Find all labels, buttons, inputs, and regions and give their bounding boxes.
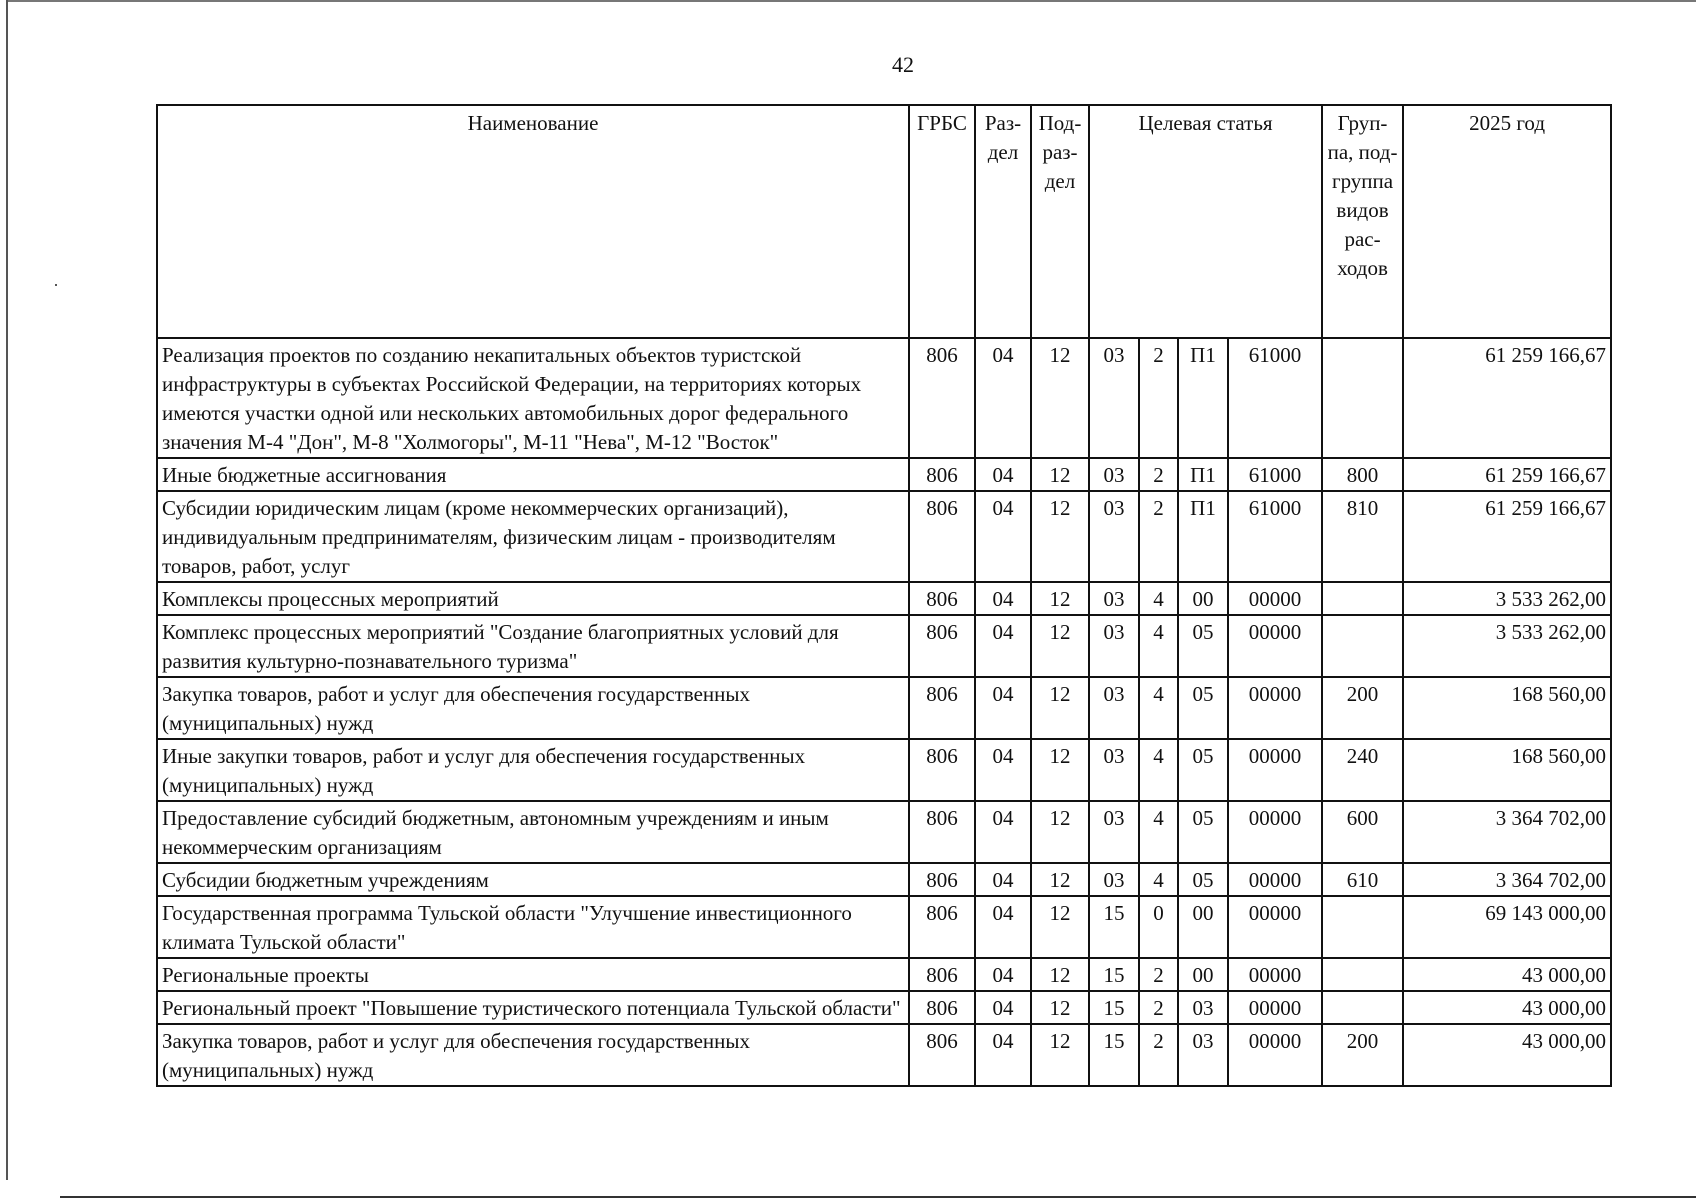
cell-target-direction: 00000	[1228, 1024, 1322, 1086]
cell-name: Реализация проектов по созданию некапитальных объектов туристской инфраструктуры в субъектах Российской Федерации, на территориях которых имеются участки одной или нескольких автомобильных дорог федерального значения М-4 "Дон", М-8 "Холмогоры", М-11 "Нева", М-12 "Восток"	[157, 338, 909, 458]
cell-target-direction: 61000	[1228, 458, 1322, 491]
cell-name: Государственная программа Тульской области "Улучшение инвестиционного климата Тульской области"	[157, 896, 909, 958]
table-row	[157, 991, 1611, 1024]
cell-amount-2025: 61 259 166,67	[1403, 338, 1611, 458]
cell-expense-group: 200	[1322, 677, 1403, 739]
table-row	[157, 863, 1611, 896]
cell-target-program: 15	[1089, 896, 1139, 958]
cell-expense-group	[1322, 582, 1403, 615]
cell-target-type: 4	[1139, 615, 1178, 677]
cell-target-structure: 00	[1178, 582, 1228, 615]
header-year-2025: 2025 год	[1403, 105, 1611, 338]
cell-razdel: 04	[975, 958, 1031, 991]
cell-target-structure: П1	[1178, 491, 1228, 582]
cell-razdel: 04	[975, 677, 1031, 739]
cell-target-direction: 00000	[1228, 863, 1322, 896]
cell-name: Закупка товаров, работ и услуг для обеспечения государственных (муниципальных) нужд	[157, 677, 909, 739]
cell-podrazdel: 12	[1031, 677, 1089, 739]
cell-name: Предоставление субсидий бюджетным, автономным учреждениям и иным некоммерческим организациям	[157, 801, 909, 863]
cell-target-structure: 05	[1178, 801, 1228, 863]
cell-target-program: 03	[1089, 338, 1139, 458]
header-expense-group: Груп- па, под- группа видов рас- ходов	[1322, 105, 1403, 338]
cell-grbs: 806	[909, 491, 975, 582]
table-row	[157, 801, 1611, 863]
cell-target-structure: 00	[1178, 896, 1228, 958]
cell-expense-group: 610	[1322, 863, 1403, 896]
cell-name: Субсидии бюджетным учреждениям	[157, 863, 909, 896]
cell-name: Иные бюджетные ассигнования	[157, 458, 909, 491]
cell-podrazdel: 12	[1031, 1024, 1089, 1086]
cell-target-type: 2	[1139, 458, 1178, 491]
cell-podrazdel: 12	[1031, 801, 1089, 863]
cell-target-type: 2	[1139, 991, 1178, 1024]
cell-expense-group	[1322, 338, 1403, 458]
cell-podrazdel: 12	[1031, 991, 1089, 1024]
cell-target-structure: 05	[1178, 739, 1228, 801]
cell-expense-group	[1322, 991, 1403, 1024]
cell-grbs: 806	[909, 863, 975, 896]
cell-razdel: 04	[975, 338, 1031, 458]
header-razdel: Раз- дел	[975, 105, 1031, 338]
header-target-article: Целевая статья	[1089, 105, 1322, 338]
cell-grbs: 806	[909, 958, 975, 991]
cell-razdel: 04	[975, 615, 1031, 677]
cell-expense-group: 240	[1322, 739, 1403, 801]
cell-razdel: 04	[975, 458, 1031, 491]
cell-target-direction: 00000	[1228, 801, 1322, 863]
page-edge-top	[6, 0, 1696, 2]
cell-target-structure: 05	[1178, 677, 1228, 739]
cell-podrazdel: 12	[1031, 582, 1089, 615]
cell-target-program: 03	[1089, 801, 1139, 863]
cell-target-type: 4	[1139, 801, 1178, 863]
cell-amount-2025: 43 000,00	[1403, 991, 1611, 1024]
cell-amount-2025: 61 259 166,67	[1403, 458, 1611, 491]
cell-target-direction: 61000	[1228, 491, 1322, 582]
cell-target-type: 2	[1139, 1024, 1178, 1086]
header-name: Наименование	[157, 105, 909, 338]
cell-name: Комплекс процессных мероприятий "Создание благоприятных условий для развития культурно-познавательного туризма"	[157, 615, 909, 677]
cell-expense-group	[1322, 615, 1403, 677]
cell-grbs: 806	[909, 458, 975, 491]
cell-podrazdel: 12	[1031, 739, 1089, 801]
header-grbs: ГРБС	[909, 105, 975, 338]
cell-grbs: 806	[909, 801, 975, 863]
cell-name: Комплексы процессных мероприятий	[157, 582, 909, 615]
cell-grbs: 806	[909, 991, 975, 1024]
table-row	[157, 896, 1611, 958]
cell-target-type: 4	[1139, 677, 1178, 739]
cell-target-structure: 03	[1178, 1024, 1228, 1086]
cell-amount-2025: 43 000,00	[1403, 958, 1611, 991]
cell-target-structure: 05	[1178, 615, 1228, 677]
cell-target-structure: 00	[1178, 958, 1228, 991]
cell-target-direction: 00000	[1228, 958, 1322, 991]
cell-podrazdel: 12	[1031, 958, 1089, 991]
table-header-row	[157, 105, 1611, 338]
cell-target-structure: П1	[1178, 458, 1228, 491]
cell-grbs: 806	[909, 1024, 975, 1086]
cell-razdel: 04	[975, 896, 1031, 958]
cell-amount-2025: 3 533 262,00	[1403, 615, 1611, 677]
cell-grbs: 806	[909, 582, 975, 615]
cell-name: Региональные проекты	[157, 958, 909, 991]
cell-target-type: 2	[1139, 491, 1178, 582]
cell-expense-group: 200	[1322, 1024, 1403, 1086]
table-row	[157, 958, 1611, 991]
cell-expense-group: 800	[1322, 458, 1403, 491]
cell-grbs: 806	[909, 739, 975, 801]
cell-target-type: 0	[1139, 896, 1178, 958]
cell-target-program: 15	[1089, 1024, 1139, 1086]
cell-name: Региональный проект "Повышение туристического потенциала Тульской области"	[157, 991, 909, 1024]
cell-amount-2025: 43 000,00	[1403, 1024, 1611, 1086]
cell-target-type: 2	[1139, 338, 1178, 458]
table-row	[157, 338, 1611, 458]
cell-grbs: 806	[909, 677, 975, 739]
cell-podrazdel: 12	[1031, 491, 1089, 582]
cell-podrazdel: 12	[1031, 615, 1089, 677]
cell-podrazdel: 12	[1031, 458, 1089, 491]
cell-target-direction: 00000	[1228, 896, 1322, 958]
cell-target-structure: 03	[1178, 991, 1228, 1024]
cell-target-structure: 05	[1178, 863, 1228, 896]
cell-razdel: 04	[975, 582, 1031, 615]
cell-target-direction: 00000	[1228, 615, 1322, 677]
cell-amount-2025: 168 560,00	[1403, 739, 1611, 801]
cell-amount-2025: 3 533 262,00	[1403, 582, 1611, 615]
cell-name: Иные закупки товаров, работ и услуг для обеспечения государственных (муниципальных) нужд	[157, 739, 909, 801]
cell-amount-2025: 168 560,00	[1403, 677, 1611, 739]
cell-target-direction: 00000	[1228, 739, 1322, 801]
cell-target-program: 03	[1089, 582, 1139, 615]
table-row	[157, 582, 1611, 615]
cell-expense-group	[1322, 896, 1403, 958]
table-body	[157, 338, 1611, 1086]
cell-expense-group: 600	[1322, 801, 1403, 863]
cell-expense-group: 810	[1322, 491, 1403, 582]
table-row	[157, 458, 1611, 491]
cell-name: Закупка товаров, работ и услуг для обеспечения государственных (муниципальных) нужд	[157, 1024, 909, 1086]
cell-target-structure: П1	[1178, 338, 1228, 458]
page-number: 42	[892, 52, 914, 77]
cell-target-type: 4	[1139, 863, 1178, 896]
cell-podrazdel: 12	[1031, 863, 1089, 896]
cell-razdel: 04	[975, 801, 1031, 863]
cell-expense-group	[1322, 958, 1403, 991]
budget-table	[156, 104, 1612, 1087]
header-podrazdel: Под- раз- дел	[1031, 105, 1089, 338]
cell-grbs: 806	[909, 338, 975, 458]
cell-grbs: 806	[909, 615, 975, 677]
cell-target-type: 4	[1139, 739, 1178, 801]
cell-amount-2025: 69 143 000,00	[1403, 896, 1611, 958]
cell-target-program: 15	[1089, 958, 1139, 991]
cell-podrazdel: 12	[1031, 338, 1089, 458]
cell-target-program: 03	[1089, 615, 1139, 677]
cell-target-program: 15	[1089, 991, 1139, 1024]
cell-target-program: 03	[1089, 677, 1139, 739]
page-edge-bottom	[60, 1196, 1696, 1198]
cell-target-program: 03	[1089, 863, 1139, 896]
cell-target-direction: 00000	[1228, 677, 1322, 739]
table-row	[157, 491, 1611, 582]
cell-target-type: 4	[1139, 582, 1178, 615]
cell-target-program: 03	[1089, 458, 1139, 491]
table-row	[157, 615, 1611, 677]
table-row	[157, 1024, 1611, 1086]
cell-target-type: 2	[1139, 958, 1178, 991]
cell-razdel: 04	[975, 491, 1031, 582]
table-row	[157, 677, 1611, 739]
cell-target-direction: 00000	[1228, 582, 1322, 615]
table-row	[157, 739, 1611, 801]
cell-target-program: 03	[1089, 739, 1139, 801]
cell-razdel: 04	[975, 739, 1031, 801]
cell-razdel: 04	[975, 1024, 1031, 1086]
cell-amount-2025: 3 364 702,00	[1403, 801, 1611, 863]
cell-podrazdel: 12	[1031, 896, 1089, 958]
scan-speck	[55, 284, 57, 286]
cell-target-program: 03	[1089, 491, 1139, 582]
cell-target-direction: 61000	[1228, 338, 1322, 458]
cell-amount-2025: 3 364 702,00	[1403, 863, 1611, 896]
cell-razdel: 04	[975, 991, 1031, 1024]
cell-razdel: 04	[975, 863, 1031, 896]
cell-grbs: 806	[909, 896, 975, 958]
cell-target-direction: 00000	[1228, 991, 1322, 1024]
page-edge-left	[6, 0, 8, 1180]
cell-amount-2025: 61 259 166,67	[1403, 491, 1611, 582]
cell-name: Субсидии юридическим лицам (кроме некоммерческих организаций), индивидуальным предпринимателям, физическим лицам - производителям товаров, работ, услуг	[157, 491, 909, 582]
